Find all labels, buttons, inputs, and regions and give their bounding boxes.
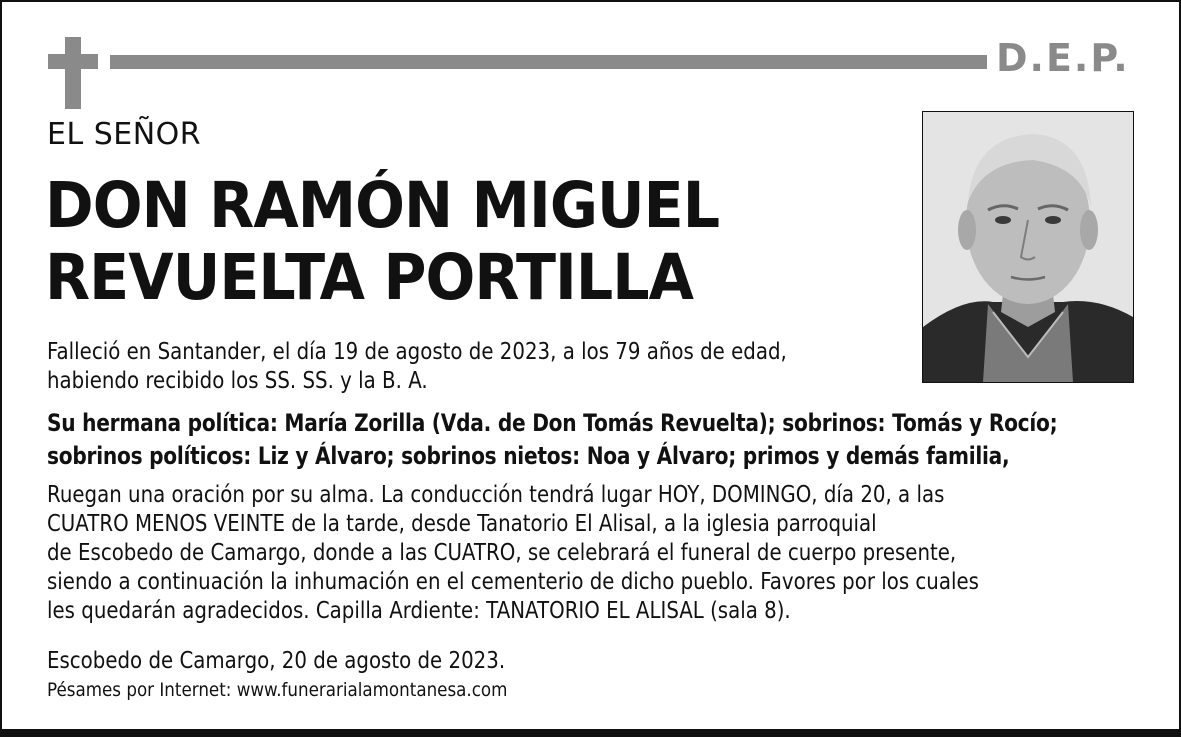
- ceremony-line: de Escobedo de Camargo, donde a las CUATRO, se celebrará el funeral de cuerpo presente,: [47, 540, 957, 566]
- portrait-image: [923, 112, 1133, 382]
- ceremony-line: les quedarán agradecidos. Capilla Ardiente: TANATORIO EL ALISAL (sala 8).: [47, 598, 791, 624]
- family-line: sobrinos políticos: Liz y Álvaro; sobrinos nietos: Noa y Álvaro; primos y demás familia,: [47, 442, 1010, 470]
- ceremony-line: siendo a continuación la inhumación en el cementerio de dicho pueblo. Favores por los cuales: [47, 569, 979, 595]
- death-notice: [47, 338, 787, 396]
- family-list: [47, 407, 1057, 473]
- condolences-link[interactable]: Pésames por Internet: www.funerarialamontanesa.com: [47, 679, 508, 701]
- place-date: [47, 647, 505, 676]
- cross-icon: [48, 37, 98, 109]
- death-notice-line: habiendo recibido los SS. SS. y la B. A.: [47, 368, 428, 394]
- header-rule: [110, 55, 987, 69]
- deceased-name: [45, 170, 719, 314]
- portrait-photo: [922, 111, 1134, 383]
- name-line-1: DON RAMÓN MIGUEL: [45, 169, 720, 242]
- ceremony-line: Ruegan una oración por su alma. La conducción tendrá lugar HOY, DOMINGO, día 20, a las: [47, 482, 945, 508]
- title-prefix: EL SEÑOR: [47, 117, 202, 152]
- place-date-text: Escobedo de Camargo, 20 de agosto de 2023.: [47, 648, 506, 674]
- family-line: Su hermana política: María Zorilla (Vda. de Don Tomás Revuelta); sobrinos: Tomás y Rocío;: [47, 409, 1058, 437]
- name-line-2: REVUELTA PORTILLA: [45, 241, 694, 314]
- ceremony-details: [47, 481, 979, 626]
- death-notice-line: Falleció en Santander, el día 19 de agosto de 2023, a los 79 años de edad,: [47, 339, 787, 365]
- ceremony-line: CUATRO MENOS VEINTE de la tarde, desde Tanatorio El Alisal, a la iglesia parroquial: [47, 511, 877, 537]
- bottom-border: [0, 729, 1181, 737]
- dep-label: D.E.P.: [996, 36, 1130, 80]
